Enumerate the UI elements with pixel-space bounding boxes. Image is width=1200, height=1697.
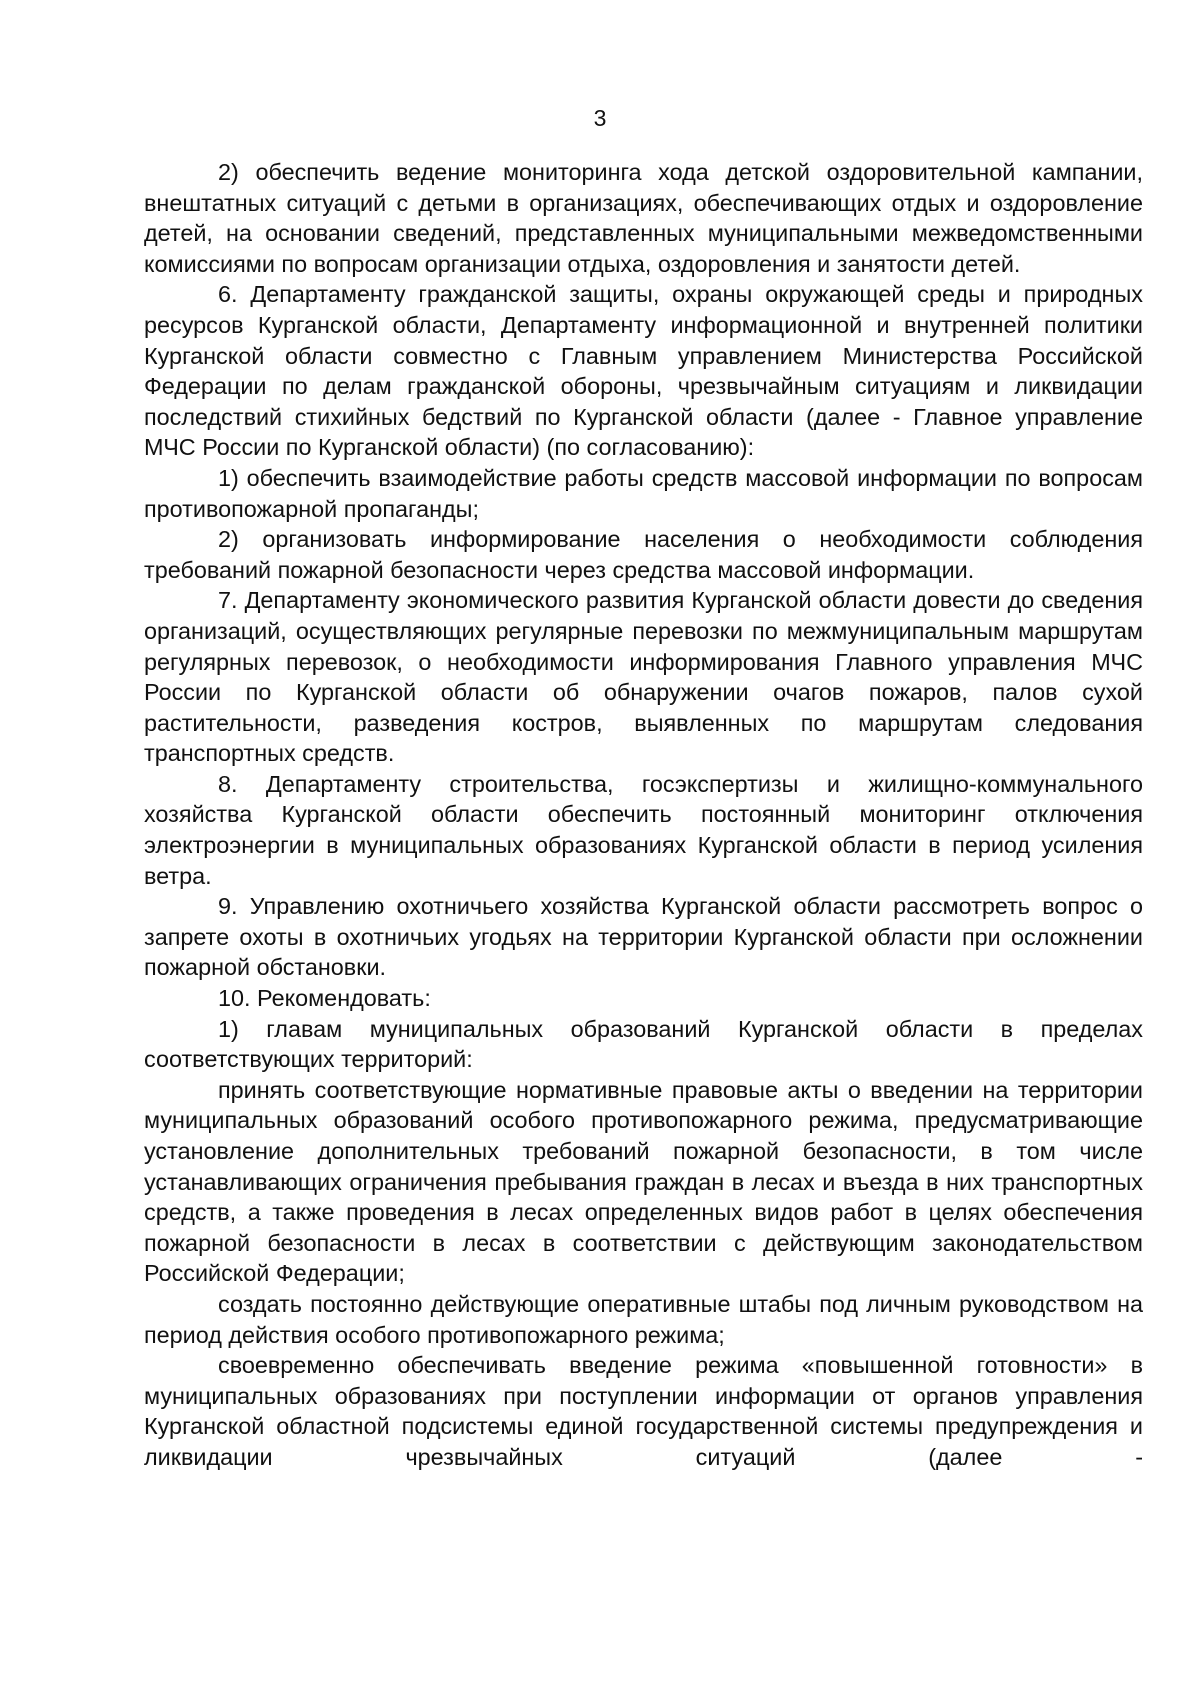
paragraph-6-1: 1) обеспечить взаимодействие работы средств массовой информации по вопросам противопожарной пропаганды;	[144, 464, 1143, 522]
paragraph-10: 10. Рекомендовать:	[218, 985, 431, 1012]
paragraph-10-1-a: принять соответствующие нормативные правовые акты о введении на территории муниципальных образований особого противопожарного режима, предусматривающие установление дополнительных требований пожарной безопасности, в том числе устанавливающих ограничения пребывания граждан в лесах и въезда в них транспортных средств, а также проведения в лесах определенных видов работ в целях обеспечения пожарной безопасности в лесах в соответствии с действующим законодательством Российской Федерации;	[144, 1076, 1143, 1287]
paragraph-8: 8. Департаменту строительства, госэкспертизы и жилищно-коммунального хозяйства Курганской области обеспечить постоянный мониторинг отключения электроэнергии в муниципальных образованиях Курганской области в период усиления ветра.	[144, 770, 1143, 889]
document-body	[144, 157, 1143, 1473]
paragraph-6-2: 2) организовать информирование населения о необходимости соблюдения требований пожарной безопасности через средства массовой информации.	[144, 526, 1143, 583]
paragraph-10-1-c: своевременно обеспечивать введение режима «повышенной готовности» в муниципальных образованиях при поступлении информации от органов управления Курганской областной подсистемы единой государственной системы предупреждения и ликвидации чрезвычайных ситуаций (далее -	[144, 1352, 1143, 1470]
paragraph-7: 7. Департаменту экономического развития Курганской области довести до сведения организаций, осуществляющих регулярные перевозки по межмуниципальным маршрутам регулярных перевозок, о необходимости информирования Главного управления МЧС России по Курганской области об обнаружении очагов пожаров, палов сухой растительности, разведения костров, выявленных по маршрутам следования транспортных средств.	[144, 587, 1143, 767]
paragraph-10-1: 1) главам муниципальных образований Курганской области в пределах соответствующих территорий:	[144, 1015, 1143, 1073]
page-number: 3	[593, 105, 607, 131]
paragraph-5-2: 2) обеспечить ведение мониторинга хода детской оздоровительной кампании, внештатных ситуаций с детьми в организациях, обеспечивающих отдых и оздоровление детей, на основании сведений, представленных муниципальными межведомственными комиссиями по вопросам организации отдыха, оздоровления и занятости детей.	[144, 159, 1143, 277]
paragraph-9: 9. Управлению охотничьего хозяйства Курганской области рассмотреть вопрос о запрете охоты в охотничьих угодьях на территории Курганской области при осложнении пожарной обстановки.	[144, 893, 1143, 981]
paragraph-10-1-b: создать постоянно действующие оперативные штабы под личным руководством на период действия особого противопожарного режима;	[144, 1290, 1143, 1348]
paragraph-6: 6. Департаменту гражданской защиты, охраны окружающей среды и природных ресурсов Курганской области, Департаменту информационной и внутренней политики Курганской области совместно с Главным управлением Министерства Российской Федерации по делам гражданской обороны, чрезвычайным ситуациям и ликвидации последствий стихийных бедствий по Курганской области (далее - Главное управление МЧС России по Курганской области) (по согласованию):	[144, 281, 1143, 461]
